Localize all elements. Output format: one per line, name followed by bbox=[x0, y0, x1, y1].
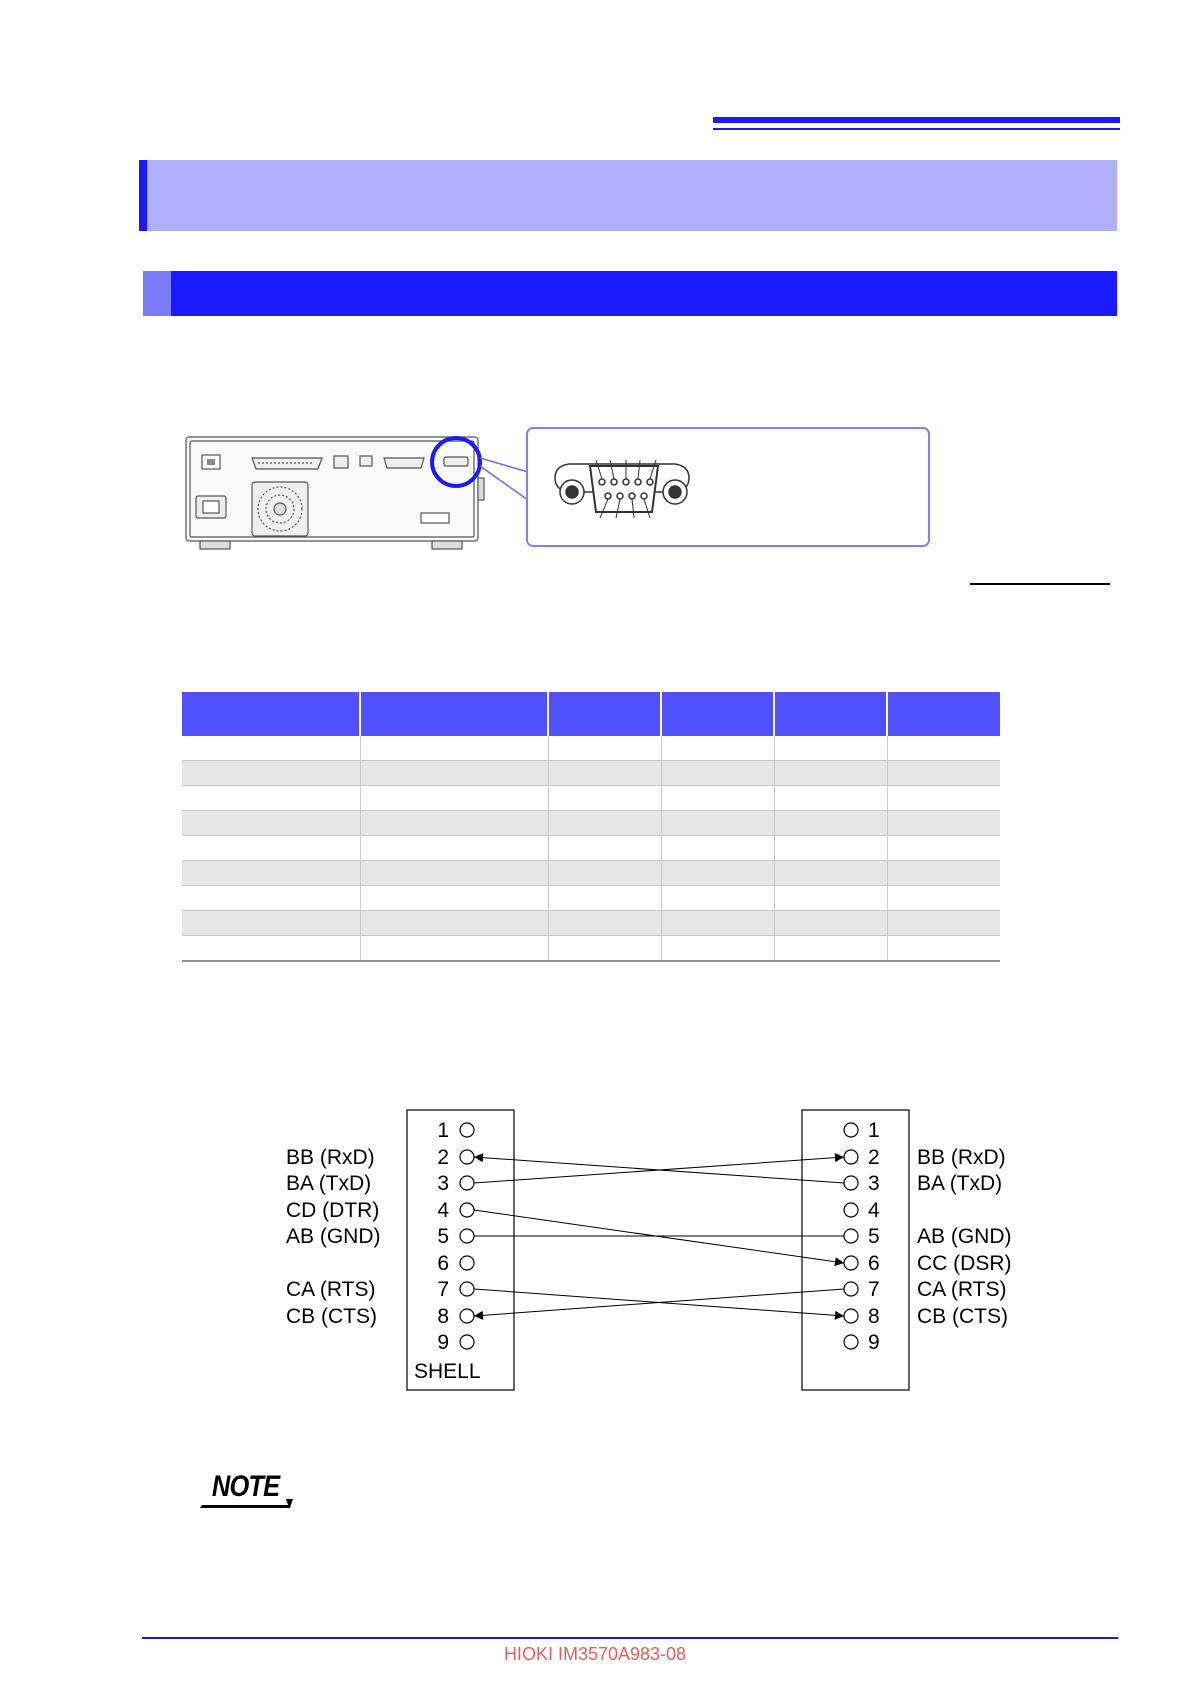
right-pin-circles bbox=[844, 1123, 858, 1349]
left-label-dtr: CD (DTR) bbox=[286, 1199, 380, 1222]
note-logo-icon bbox=[200, 1462, 295, 1512]
wiring-lines bbox=[474, 1157, 844, 1316]
left-pin-numbers bbox=[437, 1119, 449, 1354]
left-pin-5: 5 bbox=[437, 1225, 449, 1248]
left-pin-3: 3 bbox=[437, 1172, 449, 1195]
left-pin-4: 4 bbox=[437, 1199, 449, 1222]
left-label-rts: CA (RTS) bbox=[286, 1278, 376, 1301]
footer-rule bbox=[142, 1637, 1118, 1639]
left-label-gnd: AB (GND) bbox=[286, 1225, 381, 1248]
footer-doc-id: HIOKI IM3570A983-08 bbox=[503, 1644, 687, 1664]
right-signal-labels bbox=[917, 1146, 1012, 1328]
note-label: NOTE bbox=[211, 1469, 280, 1503]
left-pin-circles bbox=[460, 1123, 474, 1349]
right-label-gnd: AB (GND) bbox=[917, 1225, 1012, 1248]
right-pin-numbers bbox=[868, 1119, 880, 1354]
left-label-cts: CB (CTS) bbox=[286, 1305, 377, 1328]
right-pin-4: 4 bbox=[868, 1199, 880, 1222]
right-label-cts: CB (CTS) bbox=[917, 1305, 1008, 1328]
right-label-dsr: CC (DSR) bbox=[917, 1252, 1012, 1275]
right-pin-2: 2 bbox=[868, 1146, 880, 1169]
right-pin-9: 9 bbox=[868, 1331, 880, 1354]
right-pin-5: 5 bbox=[868, 1225, 880, 1248]
left-connector-box bbox=[407, 1110, 514, 1390]
right-label-rts: CA (RTS) bbox=[917, 1278, 1007, 1301]
left-pin-1: 1 bbox=[437, 1119, 449, 1142]
left-pin-2: 2 bbox=[437, 1146, 449, 1169]
left-shell-label: SHELL bbox=[414, 1360, 481, 1383]
left-label-txd: BA (TxD) bbox=[286, 1172, 372, 1195]
left-pin-8: 8 bbox=[437, 1305, 449, 1328]
left-pin-7: 7 bbox=[437, 1278, 449, 1301]
right-pin-7: 7 bbox=[868, 1278, 880, 1301]
left-label-rxd: BB (RxD) bbox=[286, 1146, 375, 1169]
right-pin-8: 8 bbox=[868, 1305, 880, 1328]
right-pin-1: 1 bbox=[868, 1119, 880, 1142]
right-pin-6: 6 bbox=[868, 1252, 880, 1275]
right-pin-3: 3 bbox=[868, 1172, 880, 1195]
left-pin-6: 6 bbox=[437, 1252, 449, 1275]
right-label-rxd: BB (RxD) bbox=[917, 1146, 1006, 1169]
right-label-txd: BA (TxD) bbox=[917, 1172, 1003, 1195]
left-pin-9: 9 bbox=[437, 1331, 449, 1354]
left-signal-labels bbox=[286, 1146, 381, 1328]
